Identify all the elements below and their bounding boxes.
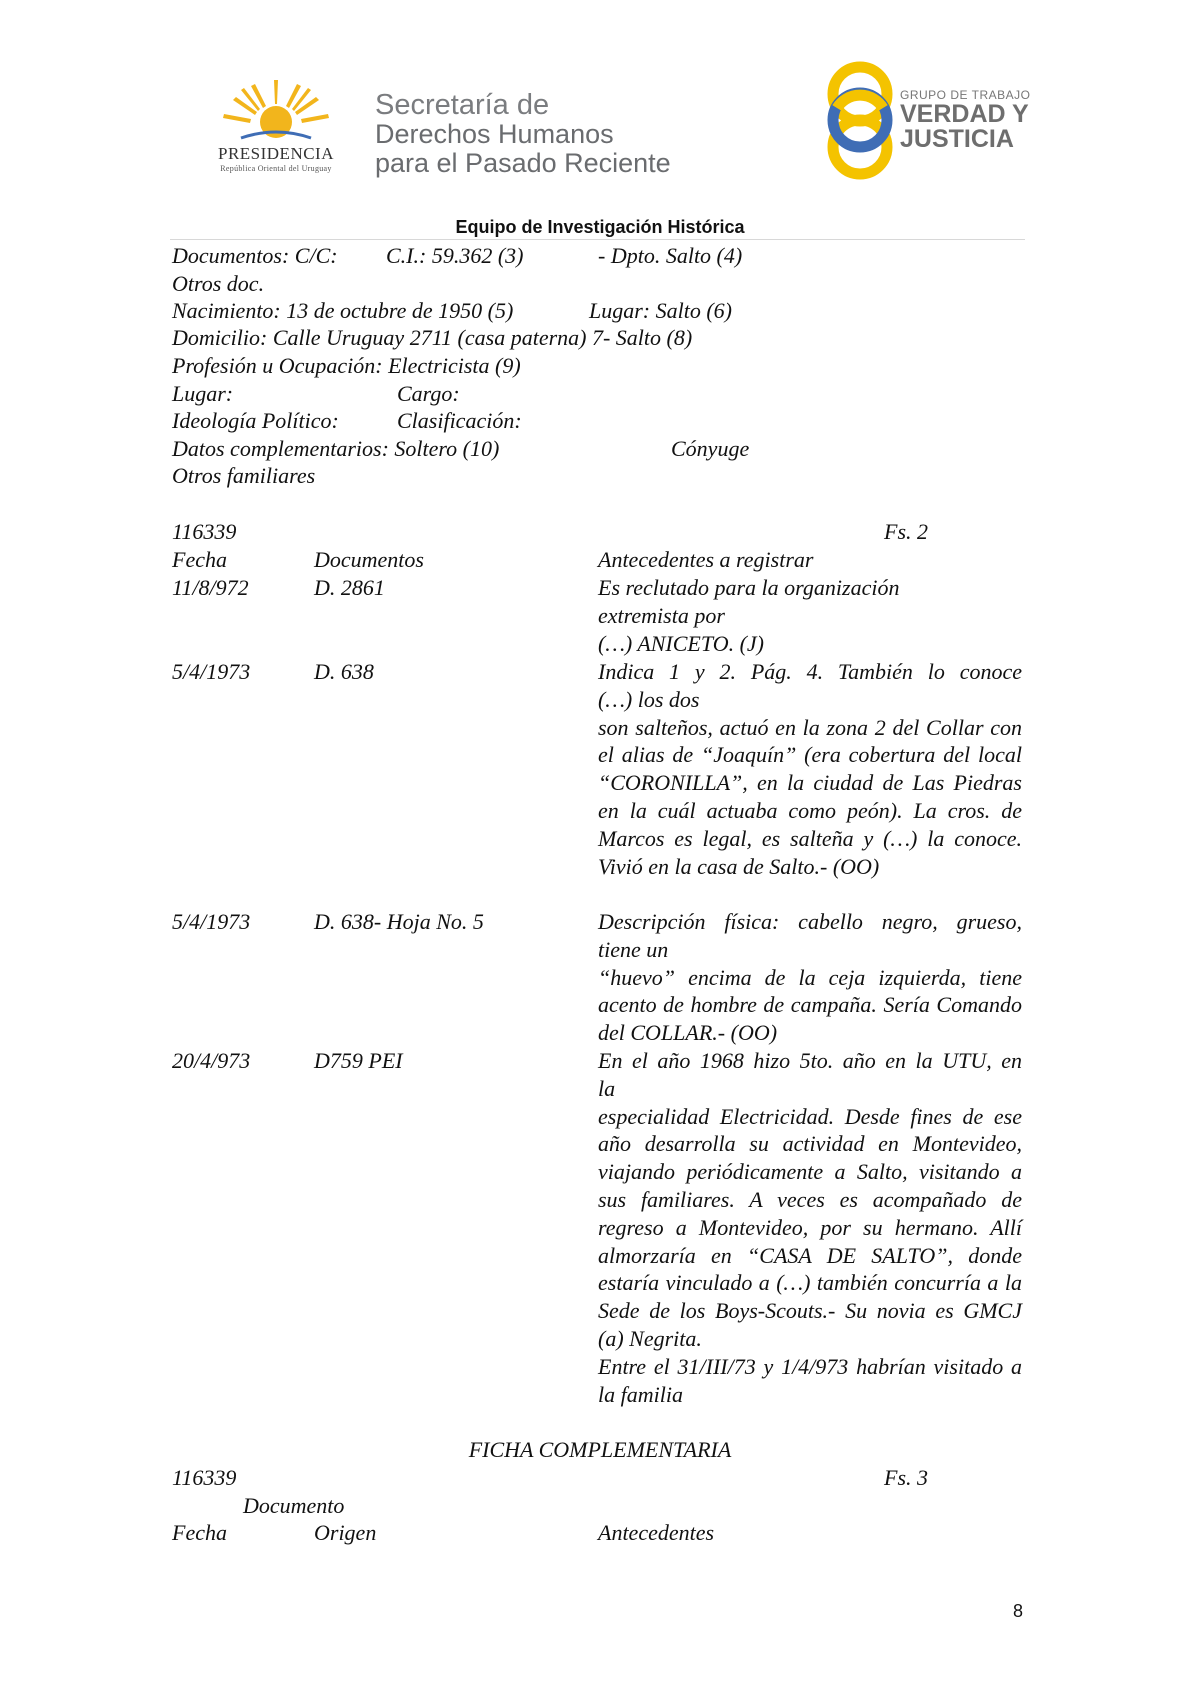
entry-2-fecha: 5/4/1973 bbox=[172, 659, 251, 684]
page-number: 8 bbox=[1013, 1601, 1024, 1621]
sheet3-fs: Fs. 3 bbox=[884, 1465, 928, 1490]
secretaria-logo-text bbox=[375, 90, 671, 178]
vj-big-label-1: VERDAD Y bbox=[900, 100, 1029, 128]
entry-4-fecha: 20/4/973 bbox=[172, 1048, 251, 1073]
entry-1-text bbox=[598, 574, 1022, 657]
entry-2-line-1: Indica 1 y 2. Pág. 4. También lo conoce bbox=[598, 659, 1022, 684]
conyuge-label: Cónyuge bbox=[671, 436, 750, 461]
entry-1-line-1: Es reclutado para la organización bbox=[598, 575, 900, 600]
domicilio-value: Domicilio: Calle Uruguay 2711 (casa paterna) 7- Salto (8) bbox=[172, 325, 693, 350]
entry-4-paragraph: especialidad Electricidad. Desde fines de ese año desarrolla su actividad en Montevideo, viajando periódicamente a Salto, visitando a sus familiares. A veces es acompañado de regreso a Montevideo, por su hermano. Allí almorzaría en “CASA DE SALTO”, donde estaría vinculado a (…) también concurría a la Sede de los Boys-Scouts.- Su novia es GMCJ (a) Negrita. bbox=[598, 1103, 1022, 1351]
entry-1-line-2: extremista por bbox=[598, 602, 725, 628]
team-title: Equipo de Investigación Histórica bbox=[455, 217, 745, 237]
secretaria-line-3: para el Pasado Reciente bbox=[375, 148, 671, 178]
documentos-label: Documentos: C/C: bbox=[172, 243, 338, 268]
entry-3-line-2: tiene un bbox=[598, 936, 669, 962]
entry-4-doc: D759 PEI bbox=[314, 1048, 403, 1073]
datos-complementarios-value: Datos complementarios: Soltero (10) bbox=[172, 436, 500, 461]
entry-2-paragraph: son salteños, actuó en la zona 2 del Collar con el alias de “Joaquín” (era cobertura del local “CORONILLA”, en la ciudad de Las Piedras en la cuál actuaba como peón). La cros. de Marcos es legal, es salteña y (…) la conoce. Vivió en la casa de Salto.- (OO) bbox=[598, 714, 1022, 879]
ideologia-label: Ideología Político: bbox=[172, 408, 339, 433]
dpto-value: - Dpto. Salto (4) bbox=[598, 243, 743, 268]
vj-small-label: GRUPO DE TRABAJO bbox=[900, 88, 1031, 102]
sheet2-fs: Fs. 2 bbox=[884, 519, 928, 544]
entry-1-line-3: (…) ANICETO. (J) bbox=[598, 630, 765, 656]
sheet2-id: 116339 bbox=[172, 519, 237, 544]
sheet3-col-origen: Origen bbox=[314, 1520, 377, 1545]
sheet2-col-antecedentes: Antecedentes a registrar bbox=[598, 547, 814, 572]
profesion-value: Profesión u Ocupación: Electricista (9) bbox=[172, 353, 521, 378]
sheet2-col-fecha: Fecha bbox=[172, 547, 227, 572]
lugar-nac-value: Lugar: Salto (6) bbox=[589, 298, 732, 323]
entry-2-doc: D. 638 bbox=[314, 659, 374, 684]
clasificacion-label: Clasificación: bbox=[397, 408, 522, 433]
ci-value: C.I.: 59.362 (3) bbox=[386, 243, 524, 268]
entry-1-doc: D. 2861 bbox=[314, 575, 385, 600]
sheet2-col-documentos: Documentos bbox=[314, 547, 424, 572]
sheet3-col-antecedentes: Antecedentes bbox=[598, 1520, 715, 1545]
entry-3-text bbox=[598, 908, 1022, 1047]
sun-icon bbox=[221, 80, 331, 142]
presidencia-name: PRESIDENCIA bbox=[217, 144, 334, 163]
verdad-justicia-text bbox=[900, 88, 1030, 152]
entry-4-text bbox=[598, 1047, 1022, 1408]
entry-4-last-paragraph: Entre el 31/III/73 y 1/4/973 habrían visitado a la familia bbox=[598, 1353, 1022, 1407]
entry-3-paragraph: “huevo” encima de la ceja izquierda, tiene acento de hombre de campaña. Sería Comando del COLLAR.- (OO) bbox=[598, 964, 1022, 1046]
sheet3-id: 116339 bbox=[172, 1465, 237, 1490]
ficha-complementaria-title: FICHA COMPLEMENTARIA bbox=[468, 1437, 732, 1462]
lugar-label: Lugar: bbox=[172, 381, 234, 406]
entry-4-line-2: la bbox=[598, 1075, 616, 1101]
presidencia-subtitle: República Oriental del Uruguay bbox=[220, 164, 332, 173]
otros-doc-label: Otros doc. bbox=[172, 271, 265, 296]
otros-familiares-label: Otros familiares bbox=[172, 463, 316, 488]
header-divider bbox=[170, 239, 1025, 240]
cargo-label: Cargo: bbox=[397, 381, 460, 406]
presidencia-logo bbox=[196, 80, 356, 180]
vj-big-label-2: JUSTICIA bbox=[900, 125, 1014, 153]
entry-4-line-1: En el año 1968 hizo 5to. año en la UTU, en bbox=[598, 1048, 1022, 1073]
entry-2-line-2: (…) los dos bbox=[598, 686, 700, 712]
secretaria-line-2: Derechos Humanos bbox=[375, 119, 614, 149]
nacimiento-value: Nacimiento: 13 de octubre de 1950 (5) bbox=[172, 298, 514, 323]
entry-2-text bbox=[598, 658, 1022, 880]
entry-3-fecha: 5/4/1973 bbox=[172, 909, 251, 934]
sheet3-col-fecha: Fecha bbox=[172, 1520, 227, 1545]
entry-3-doc: D. 638- Hoja No. 5 bbox=[314, 909, 484, 934]
entry-3-line-1: Descripción física: cabello negro, grueso, bbox=[598, 909, 1022, 934]
entry-1-fecha: 11/8/972 bbox=[172, 575, 249, 600]
secretaria-line-1: Secretaría de bbox=[375, 89, 550, 121]
sheet3-col-documento: Documento bbox=[243, 1493, 345, 1518]
